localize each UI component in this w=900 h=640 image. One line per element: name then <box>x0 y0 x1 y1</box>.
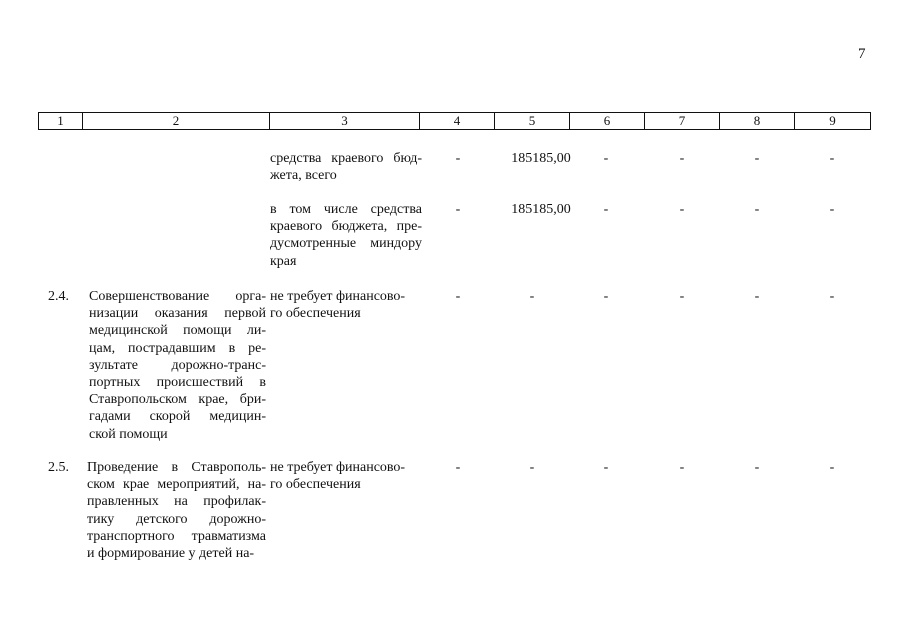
col6-value: - <box>603 202 609 217</box>
text-line: Ставропольском крае, бри- <box>89 392 266 408</box>
funding-source-cell <box>270 459 422 493</box>
col8-value: - <box>754 460 760 475</box>
text-line: средства краевого бюд- <box>270 151 422 166</box>
text-line: зультате дорожно-транс- <box>89 357 266 373</box>
text-line: тику детского дорожно- <box>87 511 266 527</box>
column-header-8: 8 <box>720 113 795 129</box>
col7-value: - <box>679 289 685 304</box>
text-line: го обеспечения <box>270 477 361 493</box>
column-header-6: 6 <box>570 113 645 129</box>
col7-value: - <box>679 151 685 166</box>
col8-value: - <box>754 151 760 166</box>
column-header-1: 1 <box>39 113 83 129</box>
col8-value: - <box>754 202 760 217</box>
text-line: правленных на профилак- <box>87 494 266 510</box>
column-header-9: 9 <box>829 113 836 128</box>
text-line: не требует финансово- <box>270 460 406 475</box>
funding-source-cell <box>270 288 422 322</box>
text-line: и формирование у детей на- <box>87 546 255 562</box>
col4-value: - <box>455 460 461 475</box>
column-header-4: 4 <box>420 113 495 129</box>
col5-value: - <box>529 289 535 304</box>
item-number: 2.4. <box>48 289 69 304</box>
col9-value: - <box>829 202 835 217</box>
column-header-7: 7 <box>645 113 720 129</box>
col9-value: - <box>829 460 835 475</box>
col9-value: - <box>829 289 835 304</box>
text-line: не требует финансово- <box>270 289 406 304</box>
text-line: го обеспечения <box>270 306 361 322</box>
page-number: 7 <box>858 46 866 62</box>
col4-value: - <box>455 202 461 217</box>
col5-value: - <box>529 460 535 475</box>
text-line: края <box>270 253 297 269</box>
col7-value: - <box>679 460 685 475</box>
text-line: цам, пострадавшим в ре- <box>89 340 266 356</box>
item-number: 2.5. <box>48 460 69 475</box>
text-line: медицинской помощи ли- <box>89 323 266 339</box>
text-line: ской помощи <box>89 426 168 442</box>
text-line: транспортного травматизма <box>87 528 266 544</box>
table-header-row <box>38 112 871 130</box>
measure-description-cell <box>89 288 266 443</box>
text-line: Совершенствование орга- <box>89 289 266 304</box>
col6-value: - <box>603 289 609 304</box>
text-line: жета, всего <box>270 168 337 184</box>
text-line: дусмотренные миндору <box>270 236 422 252</box>
text-line: Проведение в Ставрополь- <box>87 460 266 475</box>
text-line: портных происшествий в <box>89 375 266 391</box>
funding-source-cell <box>270 201 422 270</box>
text-line: в том числе средства <box>270 202 422 217</box>
text-line: краевого бюджета, пре- <box>270 219 422 235</box>
col4-value: - <box>455 151 461 166</box>
col6-value: - <box>603 151 609 166</box>
funding-source-cell <box>270 150 422 184</box>
col7-value: - <box>679 202 685 217</box>
text-line: низации оказания первой <box>89 306 266 322</box>
col5-value: 185185,00 <box>511 151 571 166</box>
text-line: гадами скорой медицин- <box>89 409 266 425</box>
col4-value: - <box>455 289 461 304</box>
col5-value: 185185,00 <box>511 202 571 217</box>
column-header-2: 2 <box>83 113 270 129</box>
col9-value: - <box>829 151 835 166</box>
text-line: ском крае мероприятий, на- <box>87 477 266 493</box>
column-header-5: 5 <box>495 113 570 129</box>
column-header-3: 3 <box>270 113 420 129</box>
measure-description-cell <box>87 459 266 562</box>
col6-value: - <box>603 460 609 475</box>
col8-value: - <box>754 289 760 304</box>
